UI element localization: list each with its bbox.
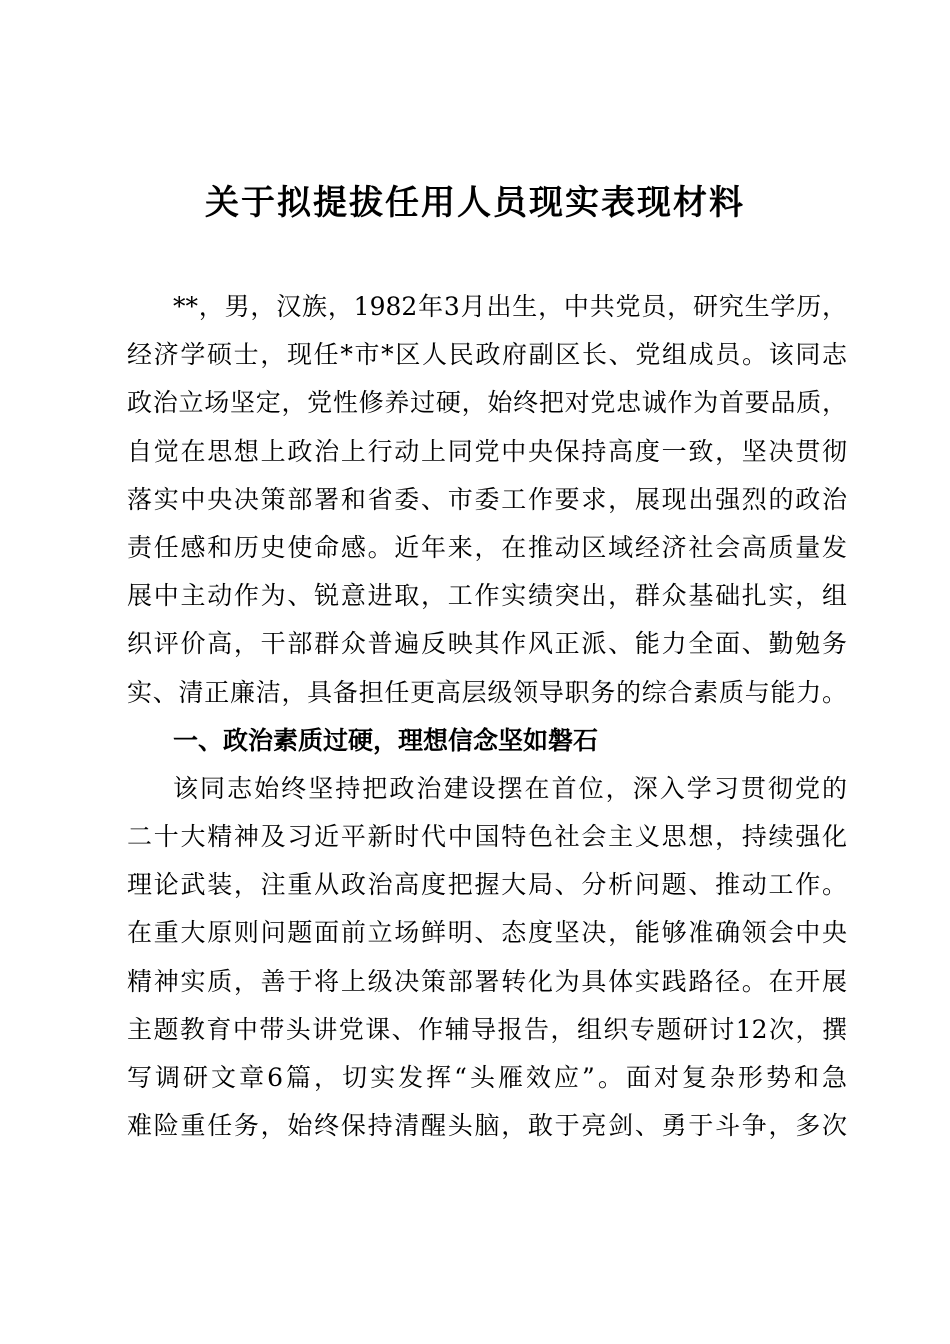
document-body [127, 283, 847, 1150]
text-line: 主题教育中带头讲党课、作辅导报告，组织专题研讨12次，撰 [127, 1014, 847, 1044]
paragraph-section-1 [127, 765, 847, 1151]
text-line: **，男，汉族，1982年3月出生，中共党员，研究生学历， [173, 292, 847, 321]
text-line: 难险重任务，始终保持清醒头脑，敢于亮剑、勇于斗争，多次 [127, 1111, 847, 1141]
text-line: 责任感和历史使命感。近年来，在推动区域经济社会高质量发 [127, 532, 847, 562]
text-line: 落实中央决策部署和省委、市委工作要求，展现出强烈的政治 [127, 484, 847, 514]
text-line: 展中主动作为、锐意进取，工作实绩突出，群众基础扎实，组 [127, 581, 847, 611]
text-line: 织评价高，干部群众普遍反映其作风正派、能力全面、勤勉务 [127, 629, 847, 659]
text-line: 经济学硕士，现任*市*区人民政府副区长、党组成员。该同志 [127, 340, 847, 370]
paragraph-intro [127, 283, 847, 717]
document-title: 关于拟提拔任用人员现实表现材料 [205, 183, 745, 223]
text-line: 在重大原则问题面前立场鲜明、态度坚决，能够准确领会中央 [127, 918, 847, 948]
text-line: 精神实质，善于将上级决策部署转化为具体实践路径。在开展 [127, 966, 847, 996]
text-line: 实、清正廉洁，具备担任更高层级领导职务的综合素质与能力。 [127, 677, 847, 707]
text-line: 该同志始终坚持把政治建设摆在首位，深入学习贯彻党的 [173, 773, 847, 803]
text-line: 写调研文章6篇，切实发挥“头雁效应”。面对复杂形势和急 [127, 1063, 847, 1092]
text-line: 理论武装，注重从政治高度把握大局、分析问题、推动工作。 [127, 870, 847, 900]
section-heading: 一、政治素质过硬，理想信念坚如磐石 [173, 725, 599, 755]
text-line: 自觉在思想上政治上行动上同党中央保持高度一致，坚决贯彻 [127, 436, 847, 466]
text-line: 政治立场坚定，党性修养过硬，始终把对党忠诚作为首要品质， [127, 388, 847, 418]
text-line: 二十大精神及习近平新时代中国特色社会主义思想，持续强化 [127, 822, 847, 852]
